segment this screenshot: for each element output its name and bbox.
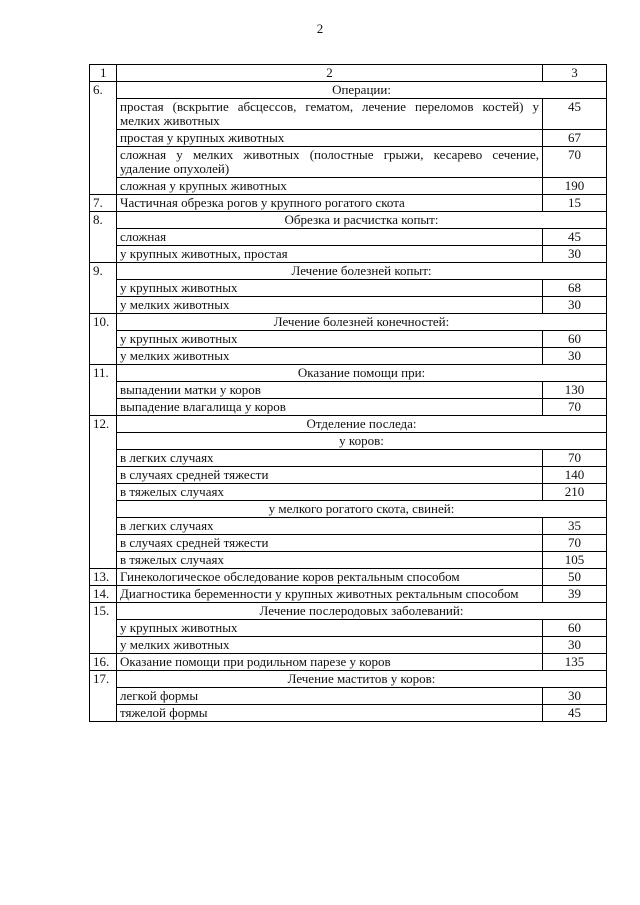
service-description: тяжелой формы xyxy=(117,705,543,722)
page-number: 2 xyxy=(316,21,324,36)
service-price: 30 xyxy=(543,688,607,705)
service-description: простая (вскрытие абсцессов, гематом, лечение переломов костей) у мелких животных xyxy=(117,99,543,130)
table-row xyxy=(90,212,607,229)
section-heading: у коров: xyxy=(117,433,607,450)
table-row xyxy=(90,705,607,722)
column-header-1: 1 xyxy=(90,65,117,82)
table-row xyxy=(90,450,607,467)
service-description: в легких случаях xyxy=(117,450,543,467)
table-row xyxy=(90,246,607,263)
table-row xyxy=(90,671,607,688)
service-description: у крупных животных, простая xyxy=(117,246,543,263)
service-price: 70 xyxy=(543,399,607,416)
service-price: 30 xyxy=(543,348,607,365)
service-description: легкой формы xyxy=(117,688,543,705)
service-price: 60 xyxy=(543,620,607,637)
service-description: у мелких животных xyxy=(117,297,543,314)
table-row xyxy=(90,147,607,178)
service-price: 39 xyxy=(543,586,607,603)
service-price: 45 xyxy=(543,99,607,130)
price-table xyxy=(89,64,607,722)
service-price: 210 xyxy=(543,484,607,501)
service-price: 105 xyxy=(543,552,607,569)
table-row xyxy=(90,535,607,552)
table-row xyxy=(90,654,607,671)
table-row xyxy=(90,467,607,484)
row-number: 11. xyxy=(90,365,117,416)
table-row xyxy=(90,382,607,399)
service-price: 45 xyxy=(543,229,607,246)
table-row xyxy=(90,501,607,518)
service-price: 135 xyxy=(543,654,607,671)
row-number: 15. xyxy=(90,603,117,654)
row-number: 7. xyxy=(90,195,117,212)
table-row xyxy=(90,569,607,586)
service-description: Диагностика беременности у крупных животных ректальным способом xyxy=(117,586,543,603)
service-price: 70 xyxy=(543,535,607,552)
table-row xyxy=(90,399,607,416)
table-row xyxy=(90,688,607,705)
row-number: 10. xyxy=(90,314,117,365)
table-row xyxy=(90,297,607,314)
table-row xyxy=(90,518,607,535)
table-row xyxy=(90,263,607,280)
service-description: в легких случаях xyxy=(117,518,543,535)
row-number: 17. xyxy=(90,671,117,722)
section-heading: Лечение болезней конечностей: xyxy=(117,314,607,331)
table-row xyxy=(90,416,607,433)
service-price: 45 xyxy=(543,705,607,722)
service-description: у мелких животных xyxy=(117,637,543,654)
table-row xyxy=(90,178,607,195)
table-row xyxy=(90,331,607,348)
table-row xyxy=(90,620,607,637)
service-price: 30 xyxy=(543,297,607,314)
section-heading: у мелкого рогатого скота, свиней: xyxy=(117,501,607,518)
row-number: 6. xyxy=(90,82,117,195)
service-description: у мелких животных xyxy=(117,348,543,365)
section-heading: Лечение послеродовых заболеваний: xyxy=(117,603,607,620)
service-description: в тяжелых случаях xyxy=(117,552,543,569)
service-description: у крупных животных xyxy=(117,331,543,348)
row-number: 14. xyxy=(90,586,117,603)
table-row xyxy=(90,552,607,569)
service-description: в случаях средней тяжести xyxy=(117,467,543,484)
price-table-body xyxy=(90,65,607,722)
section-heading: Обрезка и расчистка копыт: xyxy=(117,212,607,229)
row-number: 12. xyxy=(90,416,117,569)
service-description: сложная у мелких животных (полостные грыжи, кесарево сечение, удаление опухолей) xyxy=(117,147,543,178)
table-row xyxy=(90,280,607,297)
row-number: 16. xyxy=(90,654,117,671)
table-row xyxy=(90,365,607,382)
service-description: выпадении матки у коров xyxy=(117,382,543,399)
service-price: 130 xyxy=(543,382,607,399)
table-row xyxy=(90,195,607,212)
row-number: 8. xyxy=(90,212,117,263)
service-description: простая у крупных животных xyxy=(117,130,543,147)
service-price: 70 xyxy=(543,147,607,178)
section-heading: Лечение болезней копыт: xyxy=(117,263,607,280)
table-row xyxy=(90,348,607,365)
service-price: 35 xyxy=(543,518,607,535)
table-row xyxy=(90,637,607,654)
service-description: в случаях средней тяжести xyxy=(117,535,543,552)
service-price: 70 xyxy=(543,450,607,467)
service-price: 190 xyxy=(543,178,607,195)
table-row xyxy=(90,314,607,331)
service-description: сложная у крупных животных xyxy=(117,178,543,195)
table-row xyxy=(90,603,607,620)
service-price: 140 xyxy=(543,467,607,484)
service-description: сложная xyxy=(117,229,543,246)
column-header-3: 3 xyxy=(543,65,607,82)
service-description: Оказание помощи при родильном парезе у коров xyxy=(117,654,543,671)
table-row xyxy=(90,433,607,450)
service-price: 50 xyxy=(543,569,607,586)
section-heading: Оказание помощи при: xyxy=(117,365,607,382)
service-price: 30 xyxy=(543,246,607,263)
service-price: 60 xyxy=(543,331,607,348)
service-description: у крупных животных xyxy=(117,280,543,297)
section-heading: Операции: xyxy=(117,82,607,99)
service-description: в тяжелых случаях xyxy=(117,484,543,501)
service-description: у крупных животных xyxy=(117,620,543,637)
service-price: 68 xyxy=(543,280,607,297)
table-row xyxy=(90,82,607,99)
row-number: 13. xyxy=(90,569,117,586)
table-row xyxy=(90,484,607,501)
table-row xyxy=(90,229,607,246)
table-header-row xyxy=(90,65,607,82)
table-row xyxy=(90,99,607,130)
row-number: 9. xyxy=(90,263,117,314)
section-heading: Лечение маститов у коров: xyxy=(117,671,607,688)
service-description: выпадение влагалища у коров xyxy=(117,399,543,416)
table-row xyxy=(90,586,607,603)
section-heading: Отделение последа: xyxy=(117,416,607,433)
column-header-2: 2 xyxy=(117,65,543,82)
service-price: 30 xyxy=(543,637,607,654)
table-row xyxy=(90,130,607,147)
service-description: Гинекологическое обследование коров ректальным способом xyxy=(117,569,543,586)
service-price: 67 xyxy=(543,130,607,147)
service-description: Частичная обрезка рогов у крупного рогатого скота xyxy=(117,195,543,212)
service-price: 15 xyxy=(543,195,607,212)
